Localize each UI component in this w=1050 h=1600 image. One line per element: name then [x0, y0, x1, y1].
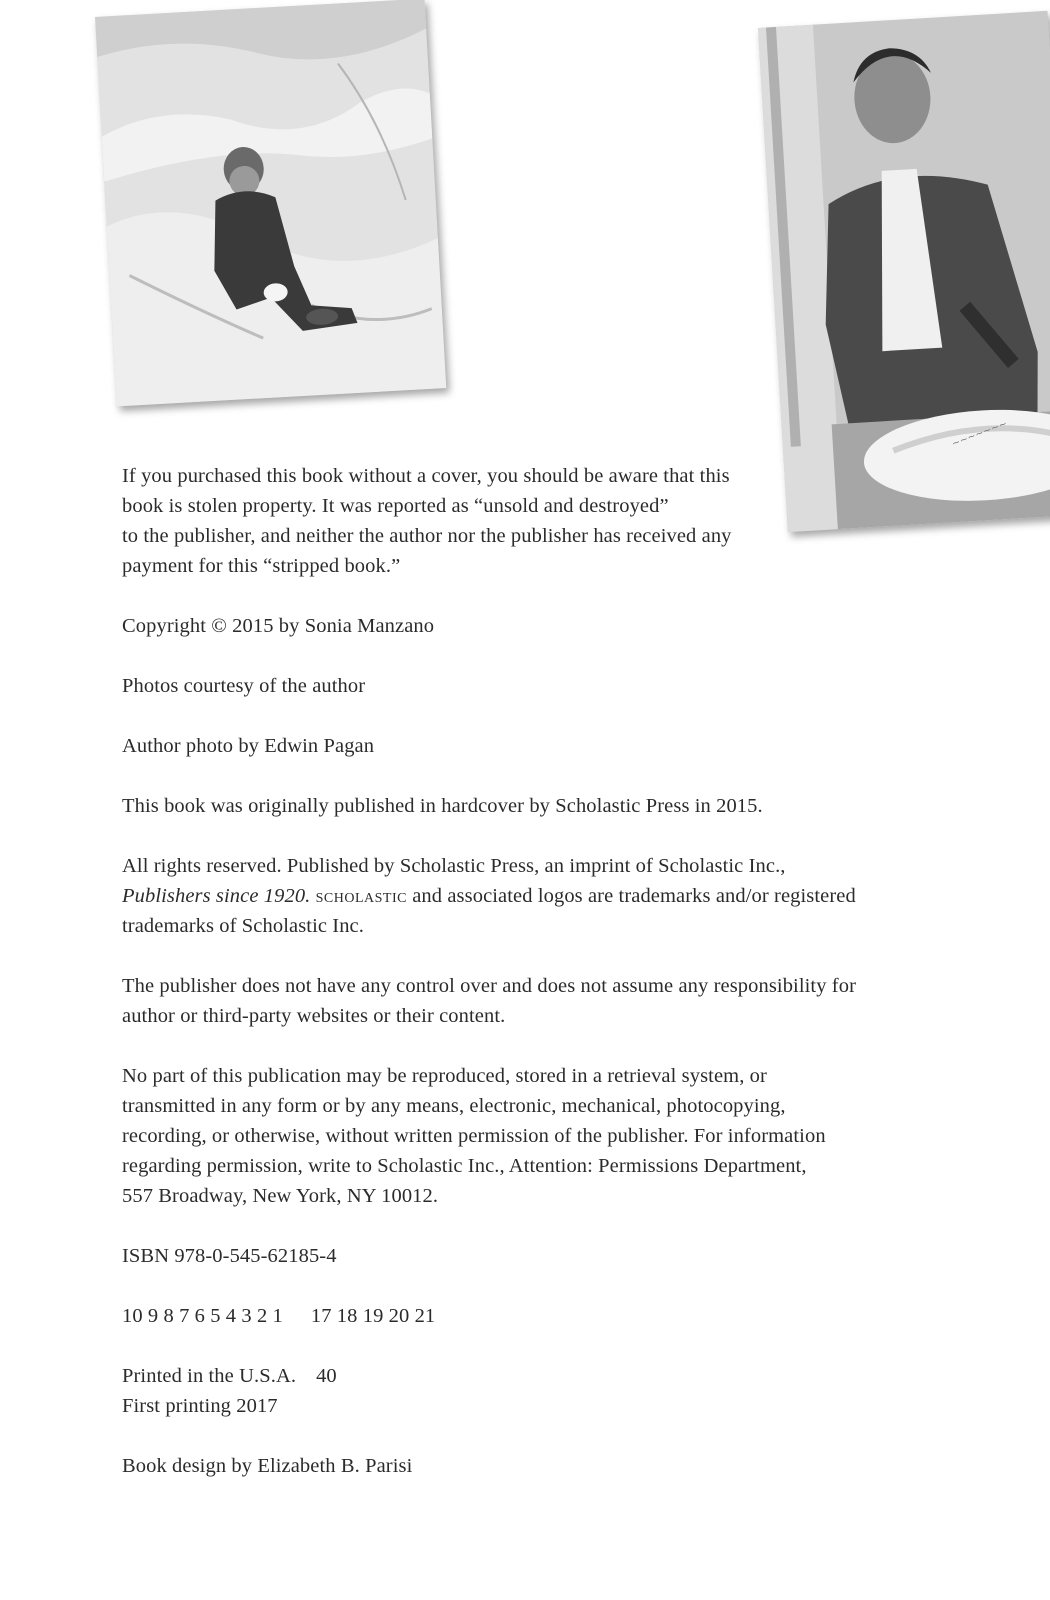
notice-line: book is stolen property. It was reported as “unsold and destroyed” — [122, 495, 669, 517]
printing-years: 17 18 19 20 21 — [310, 1305, 436, 1327]
rights-line: All rights reserved. Published by Scholastic Press, an imprint of Scholastic Inc., — [122, 855, 786, 877]
notice-line: to the publisher, and neither the author nor the publisher has received any — [122, 525, 732, 547]
original-edition-block — [122, 791, 922, 821]
photos-credit: Photos courtesy of the author — [122, 675, 366, 697]
stripped-book-notice — [122, 461, 922, 581]
svg-text:~~~~~~~: ~~~~~~~ — [950, 418, 1009, 450]
isbn: ISBN 978-0-545-62185-4 — [122, 1245, 337, 1267]
cake-photo-image — [758, 11, 1050, 532]
photo-boy-with-cake — [758, 11, 1050, 532]
printed-block — [122, 1361, 922, 1421]
notice-line: payment for this “stripped book.” — [122, 555, 401, 577]
book-design: Book design by Elizabeth B. Parisi — [122, 1455, 413, 1477]
rights-line: trademarks of Scholastic Inc. — [122, 915, 364, 937]
first-printing: First printing 2017 — [122, 1395, 278, 1417]
permissions-line: recording, or otherwise, without written permission of the publisher. For information — [122, 1125, 826, 1147]
printed-in-code: 40 — [316, 1365, 337, 1387]
permissions-line: transmitted in any form or by any means, electronic, mechanical, photocopying, — [122, 1095, 786, 1117]
permissions-line: 557 Broadway, New York, NY 10012. — [122, 1185, 439, 1207]
rights-block — [122, 851, 922, 941]
disclaimer-line: author or third-party websites or their content. — [122, 1005, 506, 1027]
copyright-block — [122, 611, 922, 641]
printing-line — [122, 1301, 922, 1331]
disclaimer-line: The publisher does not have any control over and does not assume any responsibility for — [122, 975, 857, 997]
author-photo-credit-block — [122, 731, 922, 761]
printed-in — [122, 1361, 922, 1391]
disclaimer-block — [122, 971, 922, 1031]
rights-line — [122, 881, 922, 911]
snow-photo-image — [95, 0, 446, 406]
copyright-line: Copyright © 2015 by Sonia Manzano — [122, 615, 435, 637]
printing-line-block — [122, 1301, 922, 1331]
printed-in-label: Printed in the U.S.A. — [122, 1365, 297, 1387]
book-design-block — [122, 1451, 922, 1481]
permissions-block — [122, 1061, 922, 1211]
photo-child-in-snow — [95, 0, 446, 406]
original-edition: This book was originally published in hardcover by Scholastic Press in 2015. — [122, 795, 763, 817]
author-photo-credit: Author photo by Edwin Pagan — [122, 735, 375, 757]
publishers-since: Publishers since 1920. — [122, 885, 311, 907]
permissions-line: regarding permission, write to Scholastic Inc., Attention: Permissions Department, — [122, 1155, 807, 1177]
notice-line: If you purchased this book without a cover, you should be aware that this — [122, 465, 730, 487]
scholastic-trademark: scholastic — [315, 885, 407, 907]
isbn-block — [122, 1241, 922, 1271]
printing-numbers: 10 9 8 7 6 5 4 3 2 1 — [122, 1305, 283, 1327]
permissions-line: No part of this publication may be reproduced, stored in a retrieval system, or — [122, 1065, 767, 1087]
photo-credit-block — [122, 671, 922, 701]
rights-line-rest: and associated logos are trademarks and/or registered — [412, 885, 856, 907]
